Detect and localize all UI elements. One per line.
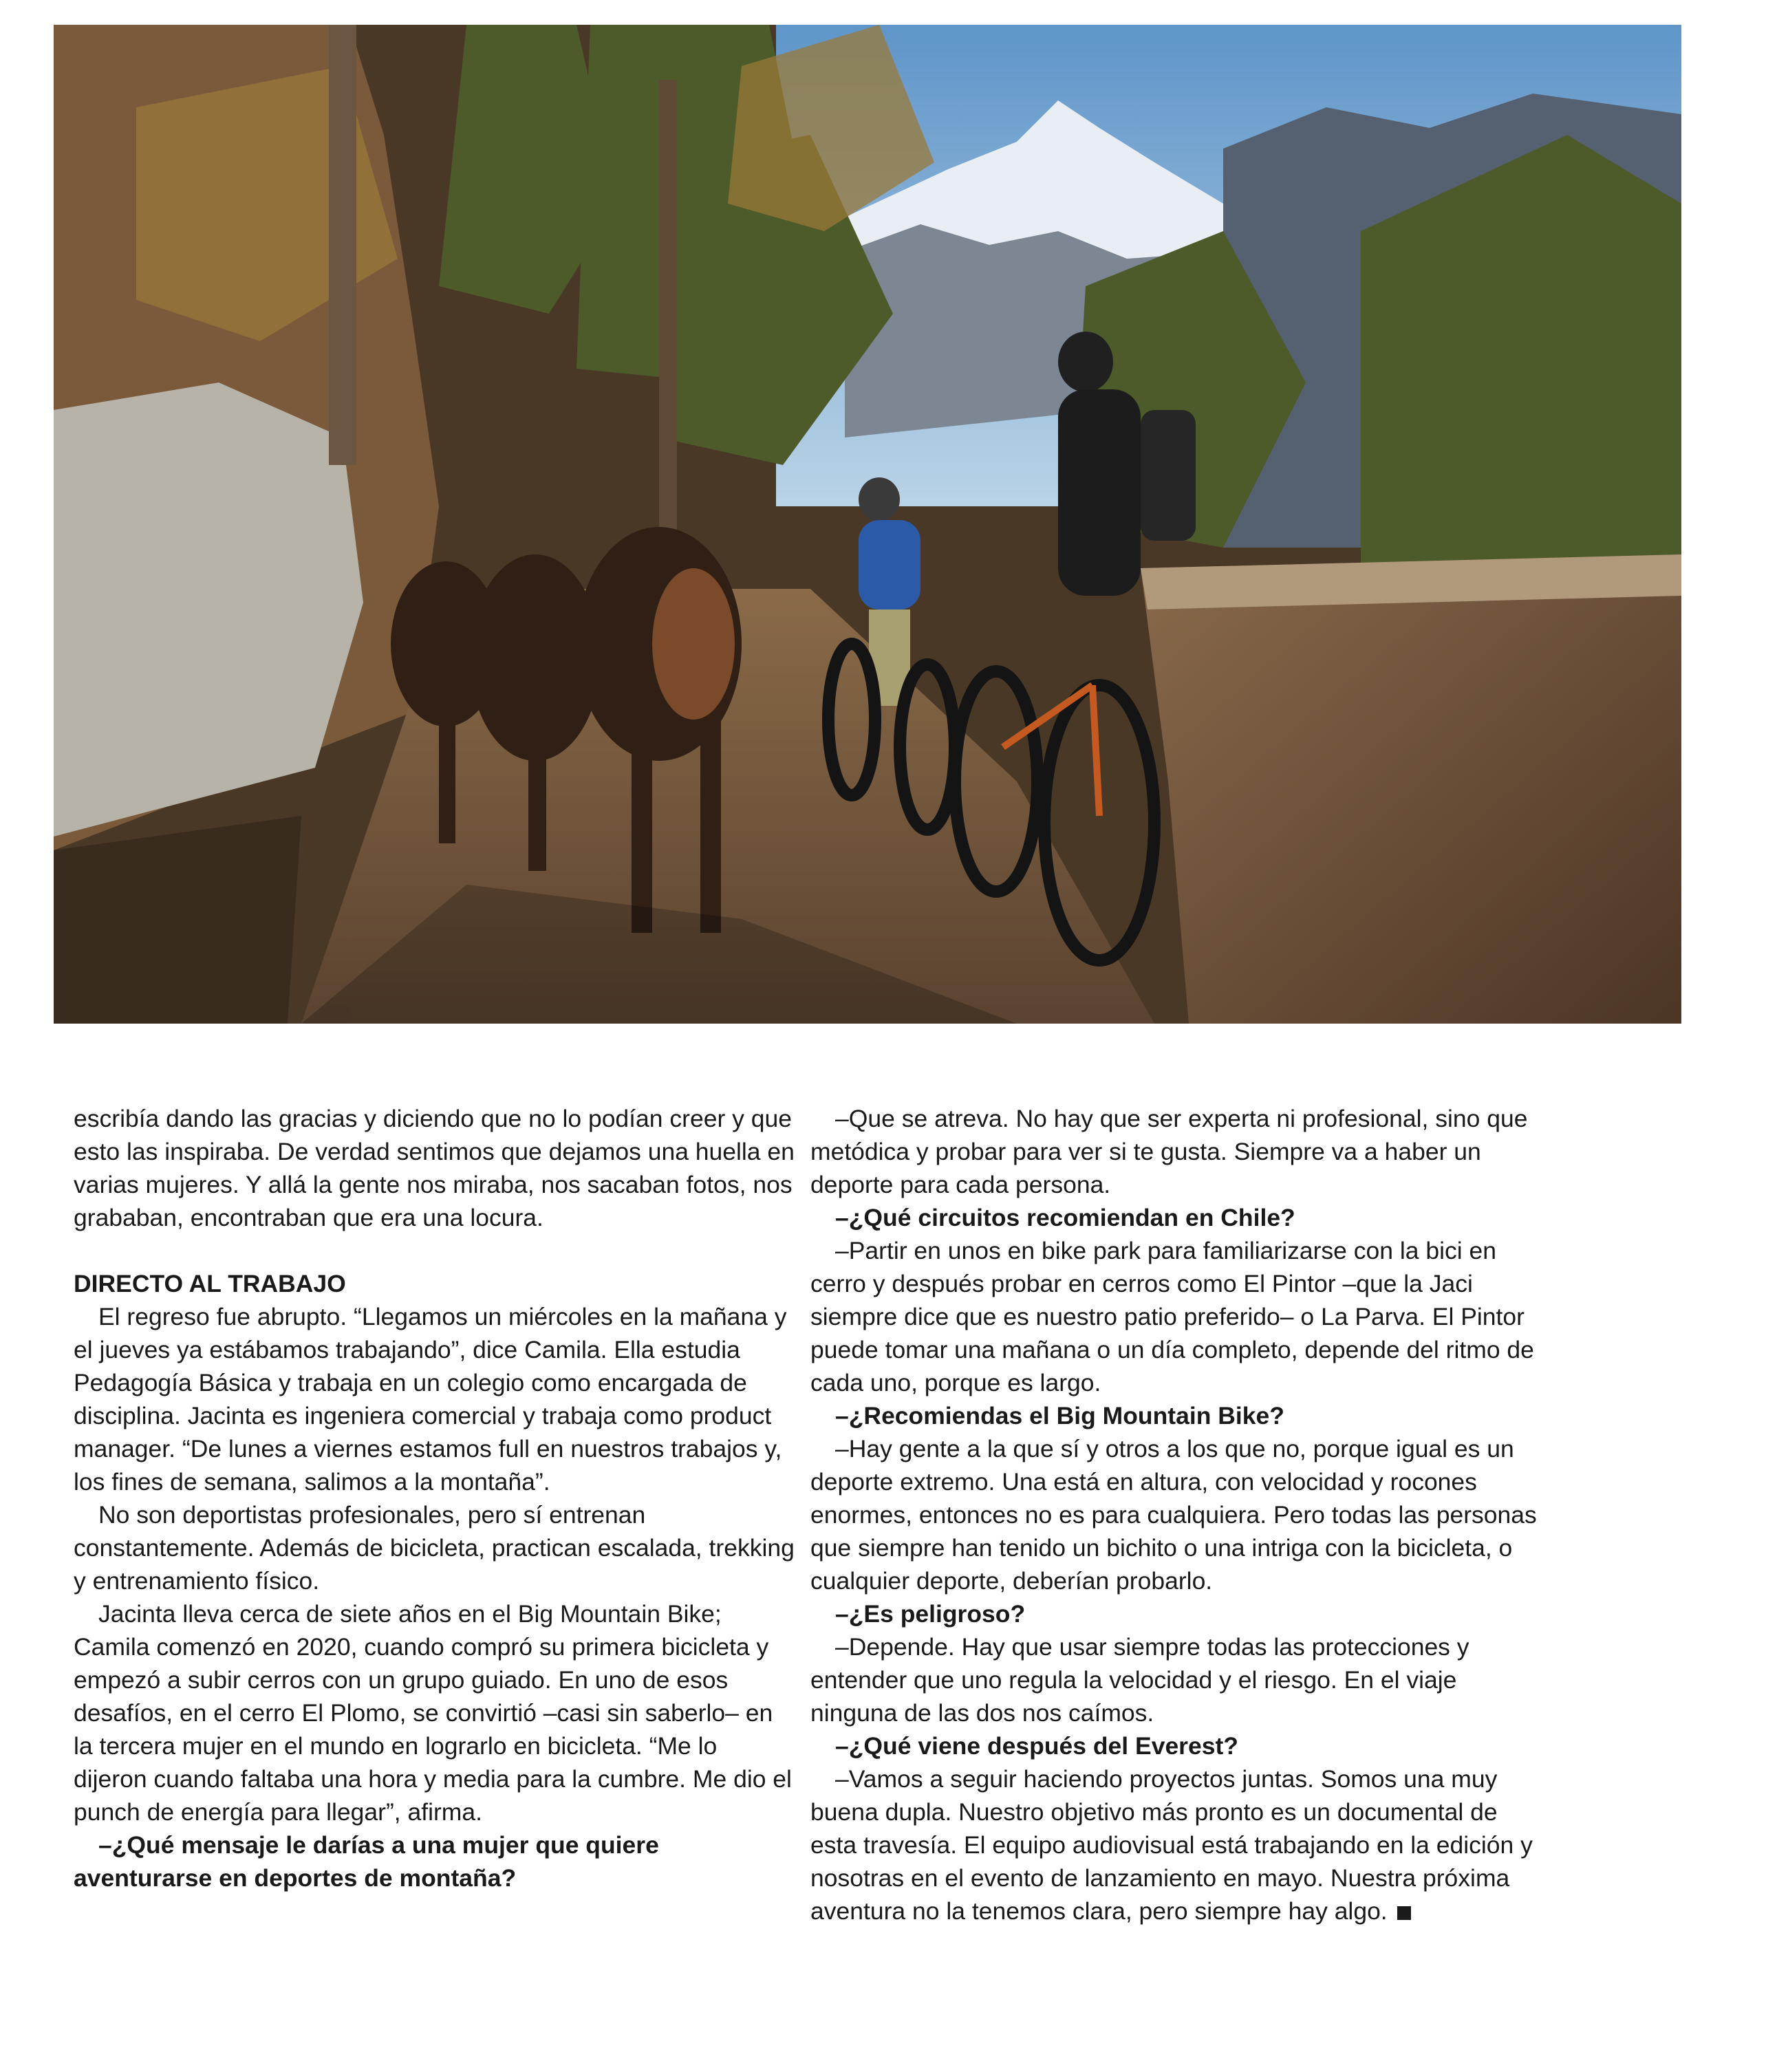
left-column bbox=[74, 1102, 796, 1895]
article-photo bbox=[54, 25, 1681, 1024]
interview-question: –¿Es peligroso? bbox=[835, 1600, 1026, 1628]
interview-answer: –Depende. Hay que usar siempre todas las protecciones y entender que uno regula la velocidad y el riesgo. En el viaje ninguna de las dos nos caímos. bbox=[810, 1633, 1469, 1727]
interview-question: –¿Recomiendas el Big Mountain Bike? bbox=[835, 1402, 1284, 1429]
interview-question: –¿Qué viene después del Everest? bbox=[835, 1732, 1238, 1760]
interview-answer: –Que se atreva. No hay que ser experta ni profesional, sino que metódica y probar para ver si te gusta. Siempre va a haber un deporte para cada persona. bbox=[810, 1105, 1528, 1198]
body-paragraph: El regreso fue abrupto. “Llegamos un miércoles en la mañana y el jueves ya estábamos trabajando”, dice Camila. Ella estudia Pedagogía Básica y trabaja en un colegio como encargada de disciplina. Jacinta es ingeniera comercial y trabaja como product manager. “De lunes a viernes estamos full en nuestros trabajos y, los fines de semana, salimos a la montaña”. bbox=[74, 1303, 787, 1496]
section-heading: DIRECTO AL TRABAJO bbox=[74, 1270, 346, 1297]
body-paragraph: No son deportistas profesionales, pero sí entrenan constantemente. Además de bicicleta, practican escalada, trekking y entrenamiento físico. bbox=[74, 1501, 795, 1595]
mountain-bike-trail-photo-icon bbox=[54, 25, 1681, 1024]
interview-question: –¿Qué mensaje le darías a una mujer que quiere aventurarse en deportes de montaña? bbox=[74, 1831, 659, 1892]
interview-answer: –Hay gente a la que sí y otros a los que no, porque igual es un deporte extremo. Una está en altura, con velocidad y rocones enormes, entonces no es para cualquiera. Pero todas las personas que siempre han tenido un bichito o una intriga con la bicicleta, o cualquier deporte, deberían probarlo. bbox=[810, 1435, 1537, 1595]
interview-question: –¿Qué circuitos recomiendan en Chile? bbox=[835, 1204, 1295, 1231]
body-paragraph: Jacinta lleva cerca de siete años en el Big Mountain Bike; Camila comenzó en 2020, cuando compró su primera bicicleta y empezó a subir cerros con un grupo guiado. En uno de esos desafíos, en el cerro El Plomo, se convirtió –casi sin saberlo– en la tercera mujer en el mundo en lograrlo en bicicleta. “Me lo dijeron cuando faltaba una hora y media para la cumbre. Me dio el punch de energía para llegar”, afirma. bbox=[74, 1600, 792, 1826]
right-column bbox=[810, 1102, 1540, 1928]
interview-answer: –Partir en unos en bike park para familiarizarse con la bici en cerro y después probar en cerros como El Pintor –que la Jaci siempre dice que es nuestro patio preferido– o La Parva. El Pintor puede tomar una mañana o un día completo, depende del ritmo de cada uno, porque es largo. bbox=[810, 1237, 1534, 1396]
intro-paragraph: escribía dando las gracias y diciendo que no lo podían creer y que esto las inspiraba. De verdad sentimos que dejamos una huella en varias mujeres. Y allá la gente nos miraba, nos sacaban fotos, nos grababan, encontraban que era una locura. bbox=[74, 1105, 795, 1231]
end-of-article-square-icon bbox=[1397, 1906, 1411, 1920]
interview-answer-final bbox=[810, 1762, 1540, 1928]
final-answer-text: –Vamos a seguir haciendo proyectos juntas. Somos una muy buena dupla. Nuestro objetivo más pronto es un documental de esta travesía. El equipo audiovisual está trabajando en la edición y nosotras en el evento de lanzamiento en mayo. Nuestra próxima aventura no la tenemos clara, pero siempre hay algo. bbox=[810, 1765, 1533, 1925]
